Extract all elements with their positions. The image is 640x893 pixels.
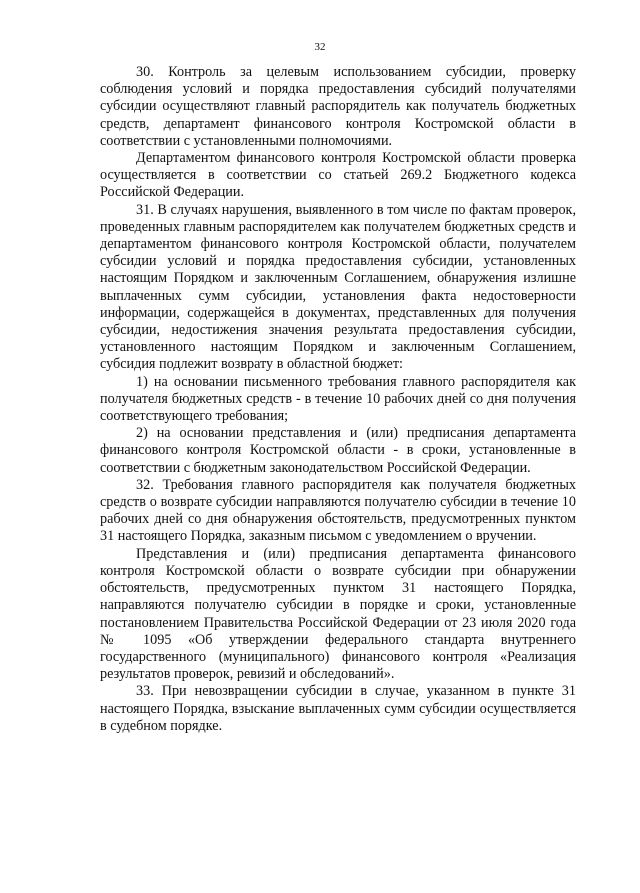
paragraph-32: 32. Требования главного распорядителя как получателя бюджетных средств о возврате субсидии направляются получателю субсидии в течение 10 рабочих дней со дня обнаружения обстоятельств, предусмотренных пунктом 31 настоящего Порядка, заказным письмом с уведомлением о вручении. <box>100 476 576 545</box>
document-body <box>100 64 576 735</box>
page-number: 32 <box>314 41 326 53</box>
paragraph-30-inspection: Департаментом финансового контроля Костромской области проверка осуществляется в соответствии со статьей 269.2 Бюджетного кодекса Российской Федерации. <box>100 150 576 201</box>
paragraph-33: 33. При невозвращении субсидии в случае, указанном в пункте 31 настоящего Порядка, взыскание выплаченных сумм субсидии осуществляется в судебном порядке. <box>100 683 576 734</box>
paragraph-31-item-1: 1) на основании письменного требования главного распорядителя как получателя бюджетных средств - в течение 10 рабочих дней со дня получения соответствующего требования; <box>100 373 576 425</box>
paragraph-32-representations: Представления и (или) предписания департамента финансового контроля Костромской области о возврате субсидии при обнаружении обстоятельств, предусмотренных пунктом 31 настоящего Порядка, направляются получателю субсидии в порядке и сроки, установленные постановлением Правительства Российской Федерации от 23 июля 2020 года № 1095 «Об утверждении федерального стандарта внутреннего государственного (муниципального) финансового контроля «Реализация результатов проверок, ревизий и обследований». <box>100 545 576 683</box>
paragraph-30: 30. Контроль за целевым использованием субсидии, проверку соблюдения условий и порядка предоставления субсидий получателями субсидии осуществляют главный распорядитель как получатель бюджетных средств, департамент финансового контроля Костромской области в соответствии с установленными полномочиями. <box>100 64 576 149</box>
paragraph-31-item-2: 2) на основании представления и (или) предписания департамента финансового контроля Костромской области - в сроки, установленные в соответствии с бюджетным законодательством Российской Федерации. <box>100 425 576 476</box>
paragraph-31: 31. В случаях нарушения, выявленного в том числе по фактам проверок, проведенных главным распорядителем как получателем бюджетных средств и департаментом финансового контроля Костромской области, получателем субсидии условий и порядка предоставления субсидии, установленных настоящим Порядком и заключенным Соглашением, обнаружения излишне выплаченных сумм субсидии, установления факта недостоверности информации, содержащейся в документах, представленных для получения субсидии, недостижения значения результата предоставления субсидии, установленного настоящим Порядком и заключенным Соглашением, субсидия подлежит возврату в областной бюджет: <box>100 201 576 373</box>
